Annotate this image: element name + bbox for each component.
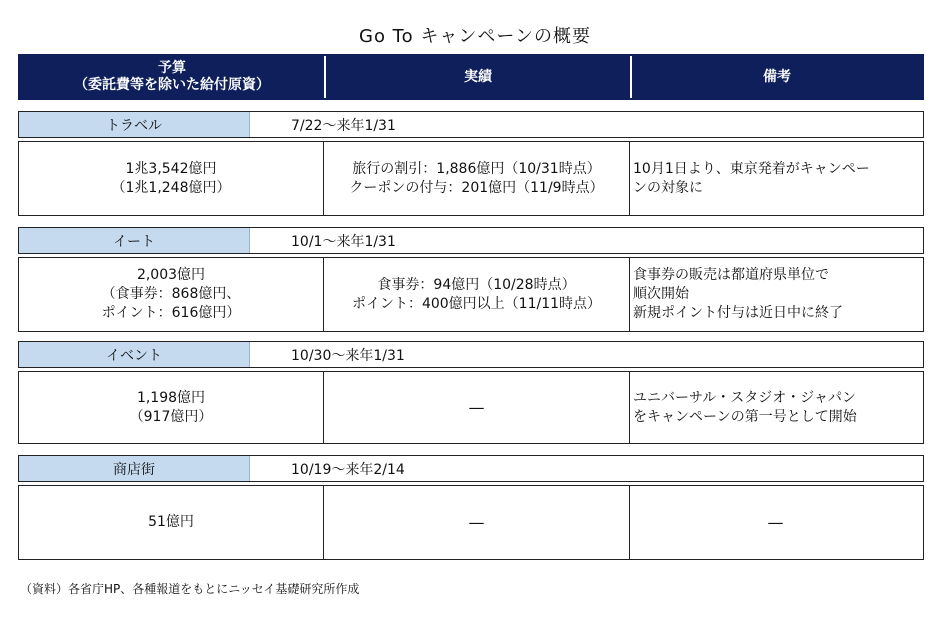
remarks-cell <box>629 486 921 559</box>
results-line: ポイント：400億円以上（11/11時点） <box>351 295 602 312</box>
budget-cell <box>19 258 323 331</box>
remarks-line: 10月1日より、東京発着がキャンペー <box>633 160 870 177</box>
results-cell <box>323 372 629 443</box>
section-label: 商店街 <box>19 456 250 481</box>
section-body <box>18 371 924 444</box>
budget-cell <box>19 142 323 215</box>
section-event <box>18 341 924 444</box>
section-eat <box>18 227 924 332</box>
section-head <box>18 455 924 482</box>
section-period: 10/19〜来年2/14 <box>291 461 405 478</box>
table-header <box>18 54 924 100</box>
results-line: クーポンの付与：201億円（11/9時点） <box>349 179 604 196</box>
section-body <box>18 485 924 560</box>
results-line: 旅行の割引：1,886億円（10/31時点） <box>352 160 601 177</box>
results-line: — <box>468 513 485 532</box>
remarks-cell <box>629 258 921 331</box>
header-budget-line2: （委託費等を除いた給付原資） <box>74 77 270 93</box>
budget-line: ポイント：616億円） <box>101 305 241 321</box>
section-head <box>18 111 924 138</box>
results-cell <box>323 258 629 331</box>
section-period: 10/30〜来年1/31 <box>291 347 405 364</box>
header-results: 実績 <box>324 56 630 98</box>
remarks-line: をキャンペーンの第一号として開始 <box>633 408 857 425</box>
section-head <box>18 227 924 254</box>
budget-line: （食事券：868億円、 <box>101 286 241 302</box>
remarks-line: — <box>767 513 784 532</box>
remarks-line: 順次開始 <box>633 286 689 302</box>
section-travel <box>18 111 924 216</box>
budget-line: 1,198億円 <box>136 389 206 406</box>
source-footnote: （資料）各省庁HP、各種報道をもとにニッセイ基礎研究所作成 <box>20 582 360 596</box>
remarks-line: ンの対象に <box>633 179 703 196</box>
remarks-line: 新規ポイント付与は近日中に終了 <box>633 305 843 321</box>
results-cell <box>323 142 629 215</box>
section-period: 7/22〜来年1/31 <box>291 117 396 134</box>
remarks-cell <box>629 372 921 443</box>
results-cell <box>323 486 629 559</box>
section-period: 10/1〜来年1/31 <box>291 233 396 250</box>
remarks-line: 食事券の販売は都道府県単位で <box>633 267 829 283</box>
budget-line: 1兆3,542億円 <box>125 160 217 177</box>
page-title: Go To キャンペーンの概要 <box>359 26 591 47</box>
section-shopping-street <box>18 455 924 560</box>
budget-line: （1兆1,248億円） <box>111 179 231 196</box>
header-remarks: 備考 <box>630 56 922 98</box>
budget-line: 51億円 <box>148 514 194 530</box>
section-body <box>18 257 924 332</box>
section-label: イベント <box>19 342 250 367</box>
budget-cell <box>19 372 323 443</box>
section-label: トラベル <box>19 112 250 137</box>
header-budget <box>20 56 324 98</box>
remarks-line: ユニバーサル・スタジオ・ジャパン <box>633 389 857 406</box>
header-budget-line1: 予算 <box>158 60 186 76</box>
section-label: イート <box>19 228 250 253</box>
budget-line: （917億円） <box>129 408 213 425</box>
budget-line: 2,003億円 <box>136 267 206 283</box>
section-body <box>18 141 924 216</box>
budget-cell <box>19 486 323 559</box>
remarks-cell <box>629 142 921 215</box>
results-line: 食事券：94億円（10/28時点） <box>377 276 576 293</box>
results-line: — <box>468 398 485 417</box>
section-head <box>18 341 924 368</box>
